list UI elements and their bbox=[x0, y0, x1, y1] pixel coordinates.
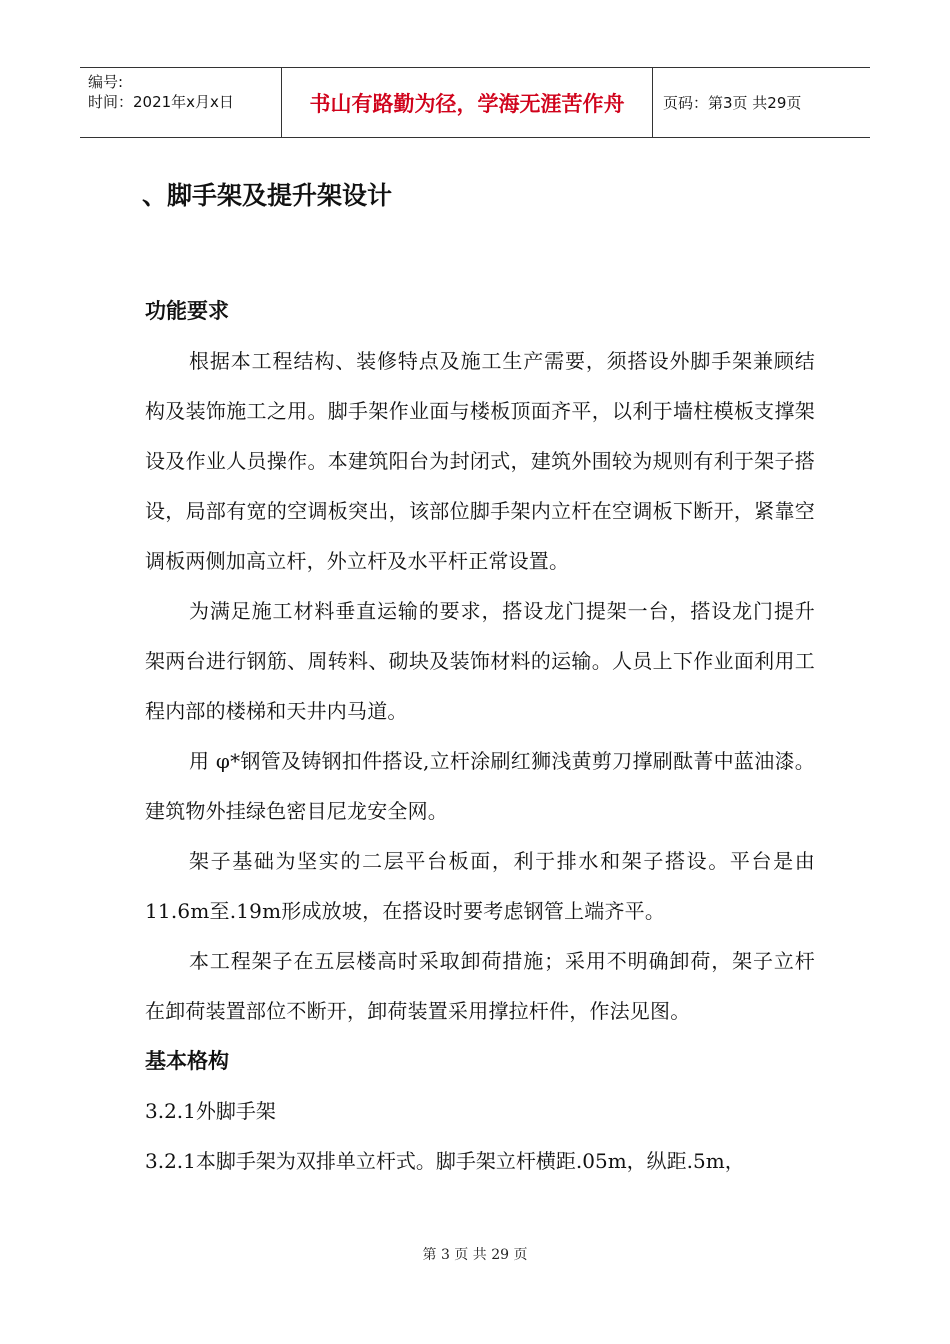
page-footer: 第 3 页 共 29 页 bbox=[422, 1247, 528, 1263]
header-page-info: 页码：第3页 共29页 bbox=[663, 94, 802, 112]
document-body bbox=[145, 286, 815, 1186]
document-time: 时间：2021年x月x日 bbox=[88, 93, 234, 111]
basic-structure-heading: 基本格构 bbox=[145, 1049, 229, 1073]
paragraph-4: 架子基础为坚实的二层平台板面，利于排水和架子搭设。平台是由11.6m至.19m形成放坡，在搭设时要考虑钢管上端齐平。 bbox=[145, 849, 815, 923]
paragraph-5: 本工程架子在五层楼高时采取卸荷措施；采用不明确卸荷，架子立杆在卸荷装置部位不断开，卸荷装置采用撑拉杆件，作法见图。 bbox=[145, 949, 815, 1023]
subsection-line-2: 3.2.1本脚手架为双排单立杆式。脚手架立杆横距.05m，纵距.5m， bbox=[145, 1149, 745, 1173]
function-heading: 功能要求 bbox=[145, 299, 229, 323]
document-number-label: 编号: bbox=[88, 73, 124, 91]
header-meta bbox=[80, 68, 282, 137]
header-motto: 书山有路勤为径，学海无涯苦作舟 bbox=[282, 68, 653, 137]
subsection-line-1: 3.2.1外脚手架 bbox=[145, 1099, 276, 1123]
paragraph-2: 为满足施工材料垂直运输的要求，搭设龙门提架一台，搭设龙门提升架两台进行钢筋、周转料、砌块及装饰材料的运输。人员上下作业面利用工程内部的楼梯和天井内马道。 bbox=[145, 599, 815, 723]
section-title: 、脚手架及提升架设计 bbox=[142, 181, 393, 210]
paragraph-3: 用 φ*钢管及铸钢扣件搭设,立杆涂刷红狮浅黄剪刀撑刷酞菁中蓝油漆。建筑物外挂绿色密目尼龙安全网。 bbox=[145, 749, 815, 823]
paragraph-1: 根据本工程结构、装修特点及施工生产需要，须搭设外脚手架兼顾结构及装饰施工之用。脚手架作业面与楼板顶面齐平，以利于墙柱模板支撑架设及作业人员操作。本建筑阳台为封闭式，建筑外围较为规则有利于架子搭设，局部有宽的空调板突出，该部位脚手架内立杆在空调板下断开，紧靠空调板两侧加高立杆，外立杆及水平杆正常设置。 bbox=[145, 349, 815, 573]
page-header bbox=[80, 67, 870, 138]
